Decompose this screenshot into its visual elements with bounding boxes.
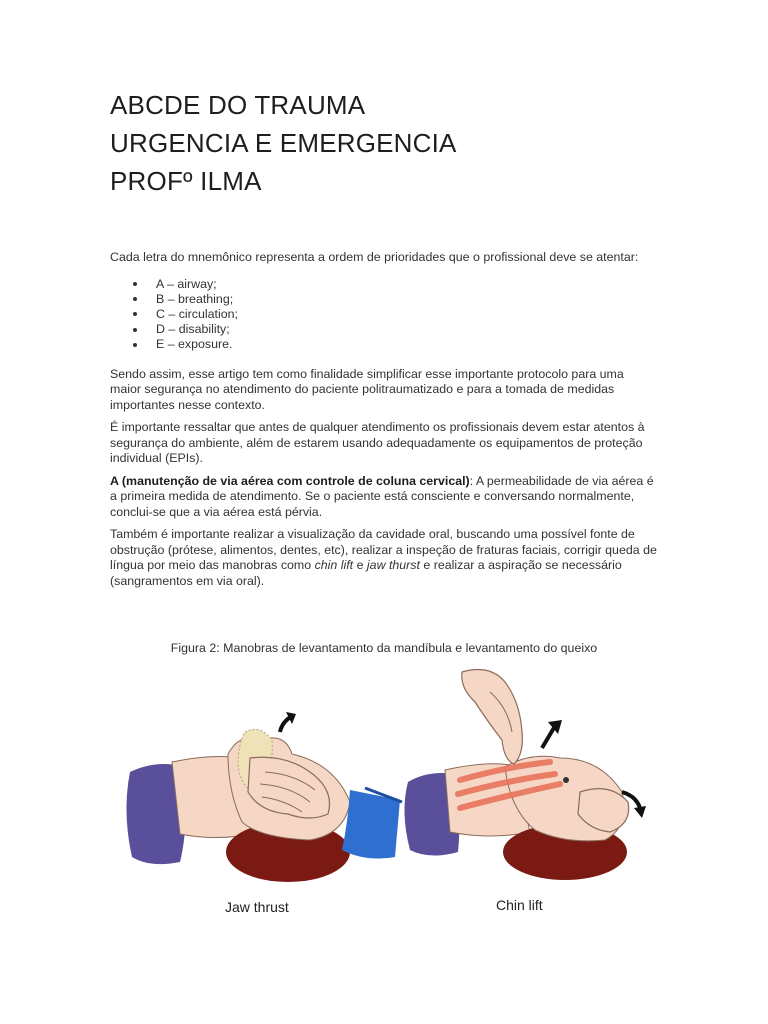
title-line-3: PROFº ILMA: [110, 166, 262, 196]
oral-text-end: e realizar a aspiração se necessário (sangramentos em via oral).: [110, 558, 622, 588]
jaw-thrust-term: jaw thurst: [366, 558, 420, 573]
document-body: [110, 250, 658, 596]
right-eye: [563, 777, 569, 783]
left-blue-cuff: [342, 790, 400, 858]
list-item: B – breathing;: [156, 292, 658, 307]
list-item: C – circulation;: [156, 307, 658, 322]
paragraph-safety: É importante ressaltar que antes de qualquer atendimento os profissionais devem estar atentos à segurança do ambiente, além de estarem usando adequadamente os equipamentos de proteção individual (EPIs).: [110, 420, 645, 466]
figure-caption: Figura 2: Manobras de levantamento da mandíbula e levantamento do queixo: [170, 641, 598, 655]
intro-paragraph: Cada letra do mnemônico representa a ordem de prioridades que o profissional deve se atentar:: [110, 250, 639, 264]
jaw-thrust-label: Jaw thrust: [225, 899, 289, 915]
list-item: A – airway;: [156, 277, 658, 292]
title-line-1: ABCDE DO TRAUMA: [110, 90, 366, 120]
oral-text-start: Também é importante realizar a visualização da cavidade oral, buscando uma possível fonte de obstrução (prótese, alimentos, dentes, etc), realizar a inspeção de fraturas faciais, corrigir queda de língua por meio das manobras como: [110, 527, 657, 573]
paragraph-airway: [110, 474, 658, 521]
list-item: D – disability;: [156, 322, 658, 337]
right-arrow-up: [542, 726, 555, 748]
chin-lift-label: Chin lift: [496, 897, 543, 913]
airway-heading: A (manutenção de via aérea com controle de coluna cervical): [110, 473, 470, 488]
right-lifting-hand: [462, 670, 523, 764]
airway-text: : A permeabilidade de via aérea é a primeira medida de atendimento. Se o paciente está consciente e conversando normalmente, conclui-se que a via aérea está pérvia.: [110, 473, 654, 519]
list-item: E – exposure.: [156, 337, 658, 352]
chin-lift-illustration: [404, 670, 646, 880]
airway-maneuvers-figure: [110, 662, 658, 922]
oral-text-and: e: [353, 558, 367, 573]
paragraph-oral-cavity: [110, 527, 658, 589]
abcde-list: [110, 277, 658, 353]
paragraph-purpose: Sendo assim, esse artigo tem como finalidade simplificar esse importante protocolo para uma maior segurança no atendimento do paciente politraumatizado e para a tomada de medidas importantes nesse contexto.: [110, 366, 624, 412]
maneuvers-illustration: [110, 662, 658, 922]
title-line-2: URGENCIA E EMERGENCIA: [110, 128, 457, 158]
jaw-thrust-illustration: [126, 712, 402, 882]
chin-lift-term: chin lift: [314, 558, 354, 573]
document-title: [110, 86, 457, 200]
